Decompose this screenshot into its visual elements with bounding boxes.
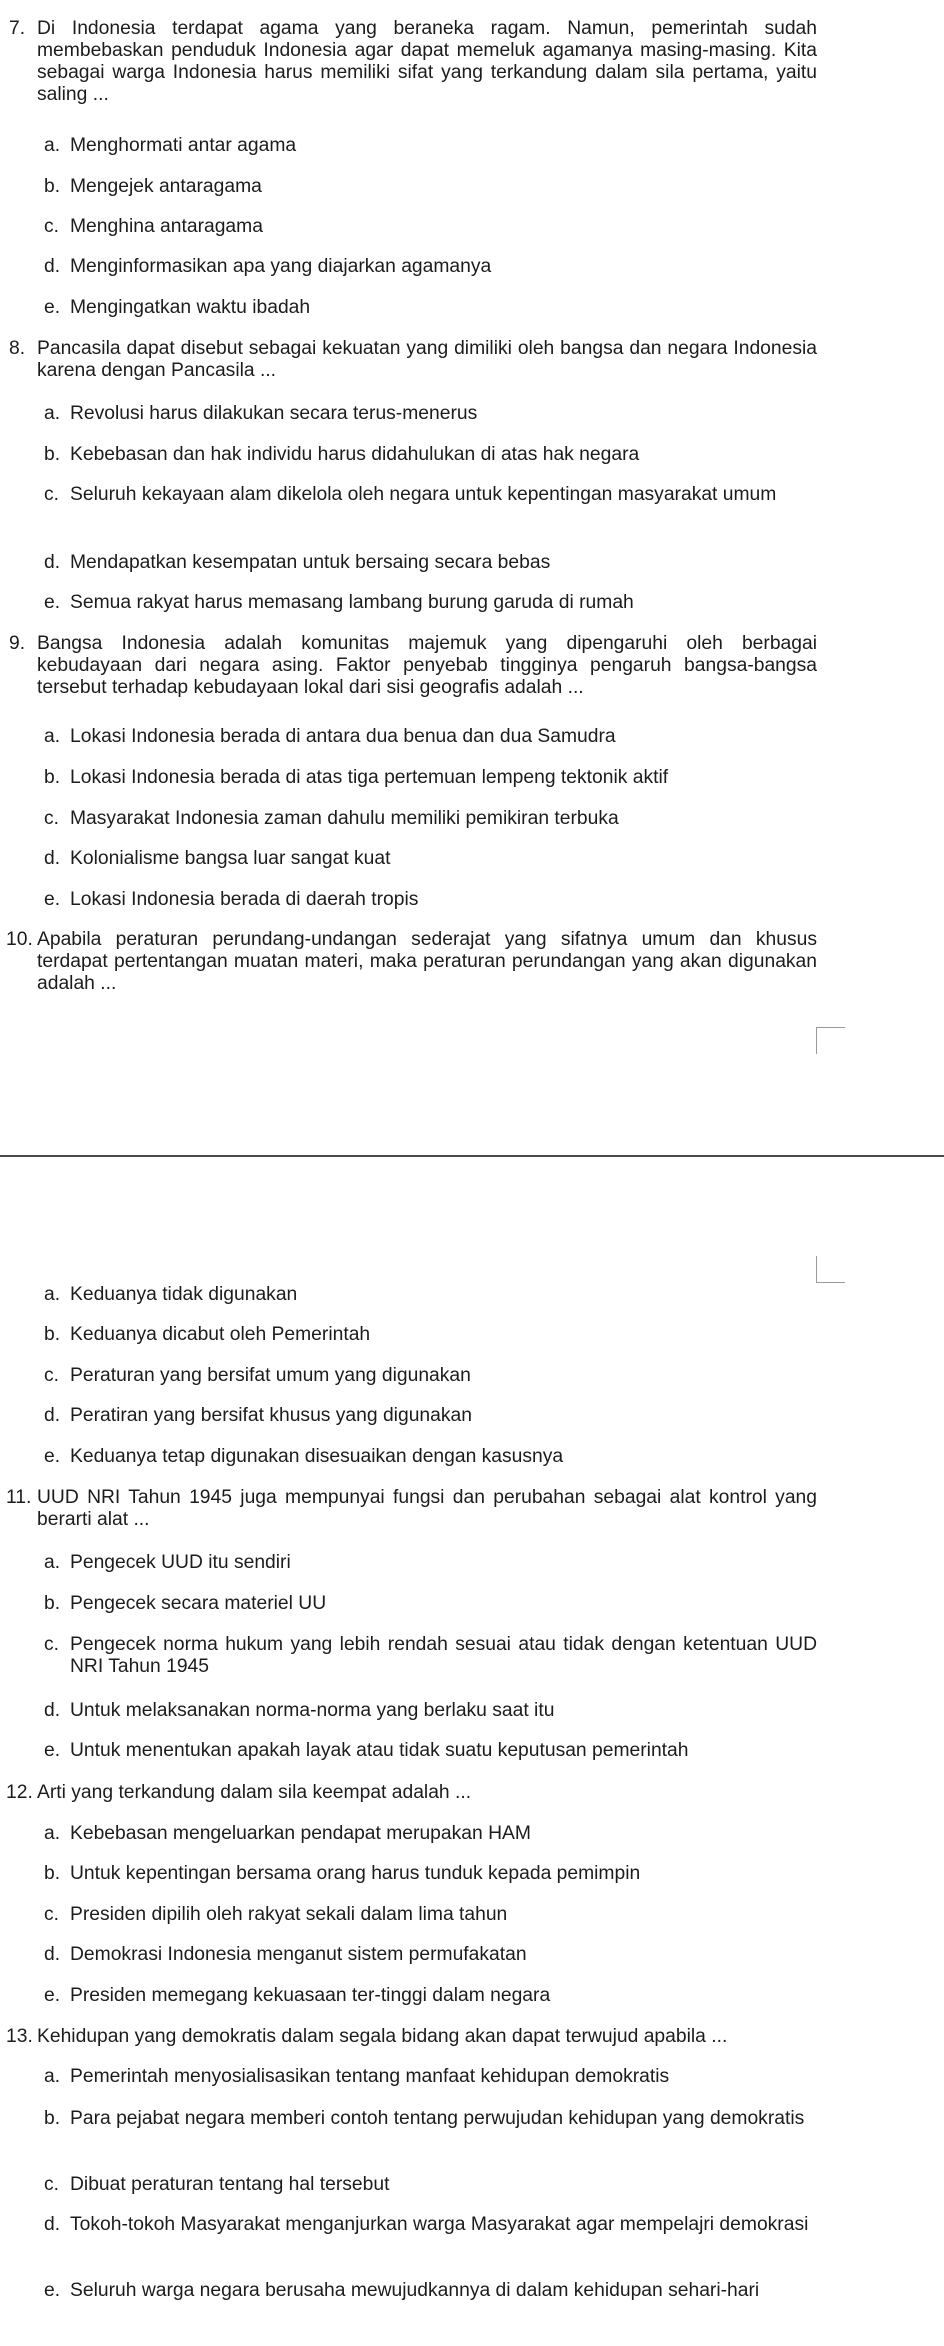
option-letter: b. xyxy=(44,767,61,788)
answer-option[interactable] xyxy=(0,135,944,157)
option-text: Keduanya tidak digunakan xyxy=(70,1284,298,1305)
option-letter: d. xyxy=(44,552,61,573)
option-letter: b. xyxy=(44,2108,61,2129)
option-text: Untuk kepentingan bersama orang harus tunduk kepada pemimpin xyxy=(70,1863,641,1884)
question-13 xyxy=(0,2026,944,2048)
answer-option[interactable] xyxy=(0,256,944,278)
answer-option[interactable] xyxy=(0,1284,944,1306)
option-text: Mendapatkan kesempatan untuk bersaing secara bebas xyxy=(70,552,551,573)
answer-option[interactable] xyxy=(0,2174,944,2196)
question-number: 10. xyxy=(6,929,33,950)
question-text: Di Indonesia terdapat agama yang beraneka ragam. Namun, pemerintah sudah membebaskan penduduk Indonesia agar dapat memeluk agamanya masing-masing. Kita sebagai warga Indonesia harus memiliki sifat yang terkandung dalam sila pertama, yaitu saling ... xyxy=(37,18,817,105)
answer-option[interactable] xyxy=(0,1324,944,1346)
answer-option[interactable] xyxy=(0,1446,944,1468)
question-text: Apabila peraturan perundang-undangan sederajat yang sifatnya umum dan khusus terdapat pertentangan muatan materi, maka peraturan perundangan yang akan digunakan adalah ... xyxy=(37,929,817,994)
question-7 xyxy=(0,18,944,106)
question-number: 12. xyxy=(6,1782,33,1803)
option-text: Masyarakat Indonesia zaman dahulu memiliki pemikiran terbuka xyxy=(70,808,619,829)
question-stem xyxy=(0,1782,944,1804)
option-letter: d. xyxy=(44,1944,61,1965)
option-letter: e. xyxy=(44,1985,61,2006)
question-stem xyxy=(0,1487,944,1531)
answer-option[interactable] xyxy=(0,1593,944,1615)
option-text: Menghina antaragama xyxy=(70,216,263,237)
option-letter: a. xyxy=(44,1552,61,1573)
answer-option[interactable] xyxy=(0,2214,944,2236)
answer-option[interactable] xyxy=(0,592,944,614)
question-number: 7. xyxy=(9,18,26,39)
option-letter: c. xyxy=(44,1365,59,1386)
crop-mark-top xyxy=(816,1027,845,1054)
question-stem xyxy=(0,929,944,995)
answer-option[interactable] xyxy=(0,1823,944,1845)
option-text: Peraturan yang bersifat umum yang digunakan xyxy=(70,1365,471,1386)
question-number: 11. xyxy=(6,1487,32,1508)
option-letter: a. xyxy=(44,1284,61,1305)
option-text: Lokasi Indonesia berada di atas tiga pertemuan lempeng tektonik aktif xyxy=(70,767,669,788)
option-letter: d. xyxy=(44,2214,61,2235)
question-12 xyxy=(0,1782,944,1804)
option-text: Kebebasan dan hak individu harus didahulukan di atas hak negara xyxy=(70,444,640,465)
question-9 xyxy=(0,633,944,699)
answer-option[interactable] xyxy=(0,1944,944,1966)
question-10 xyxy=(0,929,944,995)
option-text: Demokrasi Indonesia menganut sistem permufakatan xyxy=(70,1944,527,1965)
answer-option[interactable] xyxy=(0,403,944,425)
answer-option[interactable] xyxy=(0,2066,944,2088)
option-letter: c. xyxy=(44,216,59,237)
option-text: Lokasi Indonesia berada di antara dua benua dan dua Samudra xyxy=(70,726,616,747)
answer-option[interactable] xyxy=(0,216,944,238)
question-8 xyxy=(0,338,944,382)
answer-option[interactable] xyxy=(0,889,944,911)
answer-option[interactable] xyxy=(0,1700,944,1722)
option-text: Presiden dipilih oleh rakyat sekali dalam lima tahun xyxy=(70,1904,508,1925)
option-text: Mengejek antaragama xyxy=(70,176,262,197)
option-letter: c. xyxy=(44,1904,59,1925)
option-text: Revolusi harus dilakukan secara terus-menerus xyxy=(70,403,478,424)
option-letter: e. xyxy=(44,1446,61,1467)
answer-option[interactable] xyxy=(0,767,944,789)
option-text: Peratiran yang bersifat khusus yang digunakan xyxy=(70,1405,472,1426)
answer-option[interactable] xyxy=(0,1405,944,1427)
option-letter: b. xyxy=(44,1324,61,1345)
option-text: Dibuat peraturan tentang hal tersebut xyxy=(70,2174,390,2195)
option-text: Pemerintah menyosialisasikan tentang manfaat kehidupan demokratis xyxy=(70,2066,670,2087)
question-text: Pancasila dapat disebut sebagai kekuatan yang dimiliki oleh bangsa dan negara Indonesia karena dengan Pancasila ... xyxy=(37,338,817,381)
option-text: Menghormati antar agama xyxy=(70,135,297,156)
answer-option[interactable] xyxy=(0,1552,944,1574)
page-divider xyxy=(0,1155,944,1157)
option-text: Tokoh-tokoh Masyarakat menganjurkan warga Masyarakat agar mempelajri demokrasi xyxy=(70,2214,809,2235)
option-letter: c. xyxy=(44,2174,59,2195)
option-letter: a. xyxy=(44,1823,61,1844)
option-text: Para pejabat negara memberi contoh tentang perwujudan kehidupan yang demokratis xyxy=(70,2108,805,2129)
option-text: Keduanya tetap digunakan disesuaikan dengan kasusnya xyxy=(70,1446,564,1467)
answer-option[interactable] xyxy=(0,1740,944,1762)
answer-option[interactable] xyxy=(0,848,944,870)
option-letter: e. xyxy=(44,2280,61,2301)
option-text: Pengecek UUD itu sendiri xyxy=(70,1552,291,1573)
option-letter: e. xyxy=(44,592,61,613)
option-text: Pengecek norma hukum yang lebih rendah sesuai atau tidak dengan ketentuan UUD NRI Tahun 1945 xyxy=(70,1634,817,1677)
option-letter: a. xyxy=(44,2066,61,2087)
answer-option[interactable] xyxy=(0,1863,944,1885)
question-11 xyxy=(0,1487,944,1531)
option-text: Keduanya dicabut oleh Pemerintah xyxy=(70,1324,371,1345)
option-letter: c. xyxy=(44,1634,59,1655)
option-text: Untuk melaksanakan norma-norma yang berlaku saat itu xyxy=(70,1700,555,1721)
answer-option[interactable] xyxy=(0,484,944,506)
question-text: Arti yang terkandung dalam sila keempat adalah ... xyxy=(37,1782,472,1803)
crop-mark-bottom xyxy=(816,1256,845,1283)
option-text: Seluruh warga negara berusaha mewujudkannya di dalam kehidupan sehari-hari xyxy=(70,2280,760,2301)
answer-option[interactable] xyxy=(0,2280,944,2302)
option-letter: b. xyxy=(44,1593,61,1614)
question-stem xyxy=(0,338,944,382)
option-letter: a. xyxy=(44,726,61,747)
option-text: Seluruh kekayaan alam dikelola oleh negara untuk kepentingan masyarakat umum xyxy=(70,484,777,505)
option-letter: b. xyxy=(44,176,61,197)
option-text: Pengecek secara materiel UU xyxy=(70,1593,327,1614)
option-text: Untuk menentukan apakah layak atau tidak suatu keputusan pemerintah xyxy=(70,1740,689,1761)
option-letter: e. xyxy=(44,1740,61,1761)
answer-option[interactable] xyxy=(0,1365,944,1387)
answer-option[interactable] xyxy=(0,1985,944,2007)
option-text: Kolonialisme bangsa luar sangat kuat xyxy=(70,848,391,869)
answer-option[interactable] xyxy=(0,552,944,574)
answer-option[interactable] xyxy=(0,2108,944,2130)
option-letter: b. xyxy=(44,1863,61,1884)
option-text: Presiden memegang kekuasaan ter-tinggi dalam negara xyxy=(70,1985,551,2006)
question-text: Bangsa Indonesia adalah komunitas majemuk yang dipengaruhi oleh berbagai kebudayaan dari negara asing. Faktor penyebab tingginya pengaruh bangsa-bangsa tersebut terhadap kebudayaan lokal dari sisi geografis adalah ... xyxy=(37,633,817,698)
option-letter: a. xyxy=(44,135,61,156)
option-letter: c. xyxy=(44,808,59,829)
option-letter: d. xyxy=(44,1405,61,1426)
option-text: Lokasi Indonesia berada di daerah tropis xyxy=(70,889,419,910)
question-text: UUD NRI Tahun 1945 juga mempunyai fungsi dan perubahan sebagai alat kontrol yang berarti alat ... xyxy=(37,1487,817,1530)
option-text: Mengingatkan waktu ibadah xyxy=(70,297,311,318)
question-number: 8. xyxy=(9,338,26,359)
question-number: 9. xyxy=(9,633,26,654)
option-letter: a. xyxy=(44,403,61,424)
answer-option[interactable] xyxy=(0,726,944,748)
answer-option[interactable] xyxy=(0,297,944,319)
answer-option[interactable] xyxy=(0,808,944,830)
option-text: Kebebasan mengeluarkan pendapat merupakan HAM xyxy=(70,1823,531,1844)
option-letter: d. xyxy=(44,256,61,277)
option-letter: d. xyxy=(44,1700,61,1721)
question-stem xyxy=(0,2026,944,2048)
answer-option[interactable] xyxy=(0,176,944,198)
answer-option[interactable] xyxy=(0,1634,944,1678)
question-number: 13. xyxy=(6,2026,33,2047)
option-letter: b. xyxy=(44,444,61,465)
answer-option[interactable] xyxy=(0,444,944,466)
answer-option[interactable] xyxy=(0,1904,944,1926)
option-text: Semua rakyat harus memasang lambang burung garuda di rumah xyxy=(70,592,634,613)
option-letter: e. xyxy=(44,297,61,318)
option-text: Menginformasikan apa yang diajarkan agamanya xyxy=(70,256,492,277)
question-stem xyxy=(0,633,944,699)
option-letter: d. xyxy=(44,848,61,869)
question-stem xyxy=(0,18,944,106)
option-letter: e. xyxy=(44,889,61,910)
question-text: Kehidupan yang demokratis dalam segala bidang akan dapat terwujud apabila ... xyxy=(37,2026,728,2047)
option-letter: c. xyxy=(44,484,59,505)
